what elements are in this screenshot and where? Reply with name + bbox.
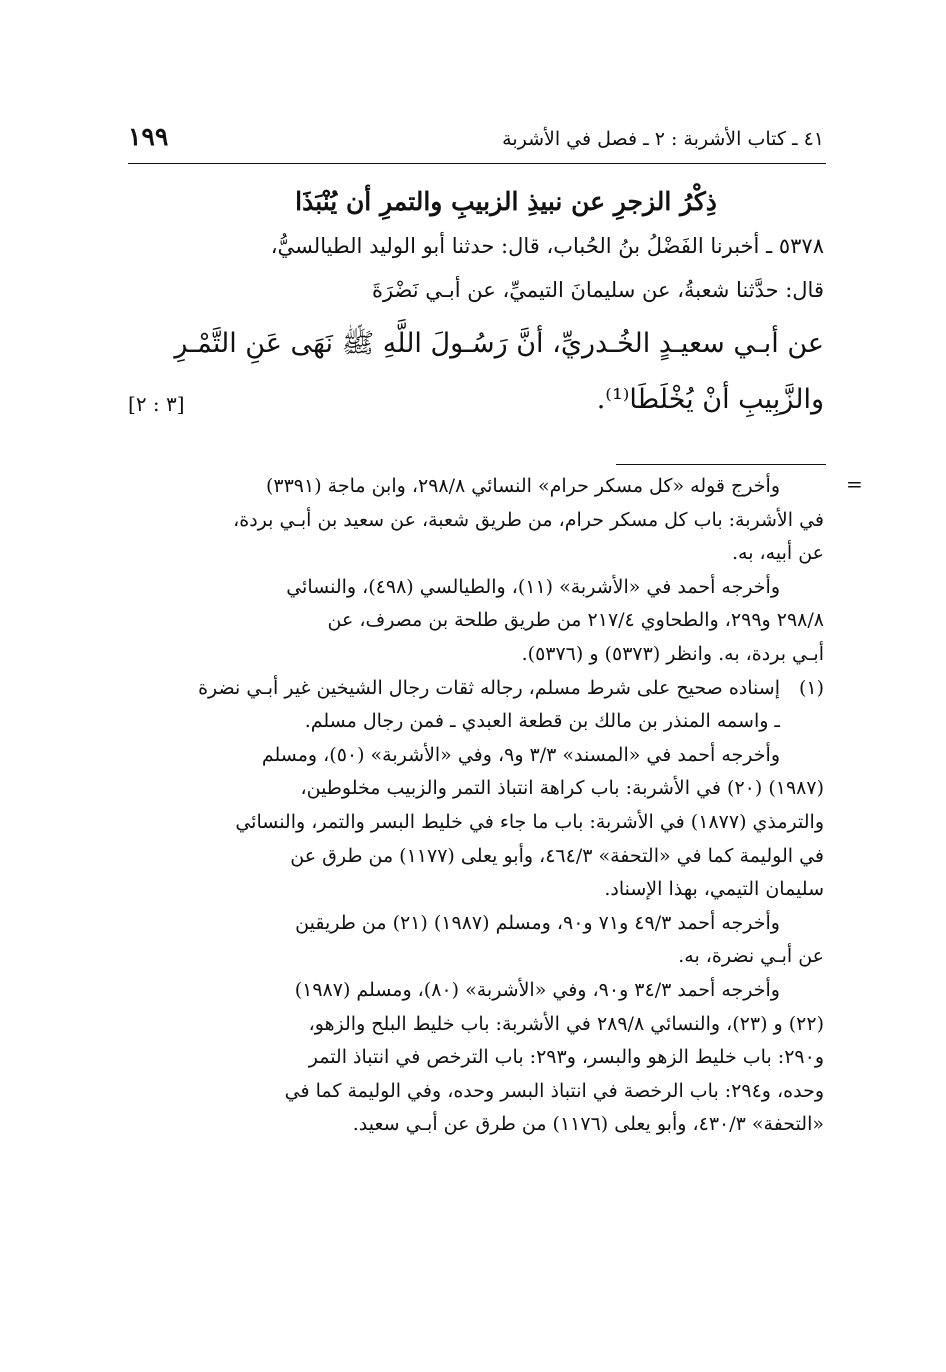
section-heading: ذِكْرُ الزجرِ عن نبيذِ الزبيبِ والتمرِ أن يُنْبَذَا <box>295 187 717 216</box>
footnote-paragraph <box>128 571 824 672</box>
footnote-line: إسناده صحيح على شرط مسلم، رجاله ثقات رجال الشيخين غير أبـي نضرة <box>198 676 780 699</box>
footnote-line: وأخرجه أحمد ٤٩/٣ و٧١ و٩٠، ومسلم (١٩٨٧) (٢١) من طريقين <box>295 911 780 934</box>
footnote-line: ـ واسمه المنذر بن مالك بن قطعة العبدي ـ فمن رجال مسلم. <box>304 710 780 733</box>
footnote-line: (١٩٨٧) (٢٠) في الأشربة: باب كراهة انتباذ التمر والزبيب مخلوطين، <box>300 777 824 800</box>
footnote-line: وأخرج قوله «كل مسكر حرام» النسائي ٢٩٨/٨، وابن ماجة (٣٣٩١) <box>265 475 780 497</box>
footnote-paragraph <box>128 974 824 1142</box>
footnote-line: والترمذي (١٨٧٧) في الأشربة: باب ما جاء في خليط البسر والتمر، والنسائي <box>235 810 824 833</box>
footnote-1 <box>128 672 824 739</box>
hadith-matn <box>128 316 824 428</box>
header-rule <box>128 163 826 164</box>
footnote-line: في الأشربة: باب كل مسكر حرام، من طريق شعبة، عن سعيد بن أبـي بردة، <box>233 508 824 531</box>
footnote-line: عن أبيه، به. <box>731 542 824 565</box>
isnad-line-1: ٥٣٧٨ ـ أخبرنا الفَضْلُ بنُ الحُباب، قال: حدثنا أبو الوليد الطيالسيُّ، <box>270 234 824 258</box>
footnote-line: ٢٩٨/٨ و٢٩٩، والطحاوي ٢١٧/٤ من طريق طلحة بن مصرف، عن <box>327 609 824 632</box>
footnote-line: و٢٩٠: باب خليط الزهو والبسر، و٢٩٣: باب الترخص في انتباذ التمر <box>308 1046 824 1069</box>
matn-line-2 <box>128 372 824 428</box>
footnote-line: وحده، و٢٩٤: باب الرخصة في انتباذ البسر وحده، وفي الوليمة كما في <box>284 1079 824 1102</box>
footnote-line: وأخرجه أحمد في «المسند» ٣/٣ و٩، وفي «الأشربة» (٥٠)، ومسلم <box>261 743 780 766</box>
footnote-line: في الوليمة كما في «التحفة» ٤٦٤/٣، وأبو يعلى (١١٧٧) من طرق عن <box>290 844 824 867</box>
footnote-line: وأخرجه أحمد ٣٤/٣ و٩٠، وفي «الأشربة» (٨٠)، ومسلم (١٩٨٧) <box>294 978 780 1001</box>
footnote-paragraph <box>128 739 824 907</box>
main-text <box>128 180 824 428</box>
footnote-line: «التحفة» ٤٣٠/٣، وأبو يعلى (١١٧٦) من طرق عن أبـي سعيد. <box>352 1113 824 1136</box>
page-number: ١٩٩ <box>128 122 169 151</box>
matn-line-1: عن أبـي سعيـدٍ الخُـدريِّ، أنَّ رَسُـولَ اللَّهِ ﷺ نَهَى عَنِ التَّمْـرِ <box>174 328 824 359</box>
footnote-line: وأخرجه أحمد في «الأشربة» (١١)، والطيالسي (٤٩٨)، والنسائي <box>286 575 780 598</box>
footnote-paragraph <box>128 907 824 974</box>
running-header <box>128 122 824 158</box>
footnotes <box>128 470 824 1142</box>
footnote-line: عن أبـي نضرة، به. <box>678 945 824 968</box>
footnote-rule <box>616 464 826 465</box>
footnote-paragraph <box>128 470 824 571</box>
continuation-mark: = <box>846 472 863 496</box>
footnote-line: أبـي بردة، به. وانظر (٥٣٧٣) و (٥٣٧٦). <box>521 642 824 665</box>
footnote-line: سليمان التيمي، بهذا الإسناد. <box>604 878 824 901</box>
matn-line-2-text: والزَّبِيبِ أنْ يُخْلَطَا⁽¹⁾. <box>596 384 824 415</box>
footnote-line: (٢٢) و (٢٣)، والنسائي ٢٨٩/٨ في الأشربة: باب خليط البلح والزهو، <box>308 1012 824 1035</box>
footnote-number: (١) <box>798 676 824 699</box>
running-title: ٤١ ـ كتاب الأشربة : ٢ ـ فصل في الأشربة <box>502 128 824 150</box>
reference-tag: [٣ : ٢] <box>128 392 185 416</box>
isnad-line-2: قال: حدَّثنا شعبةُ، عن سليمانَ التيميِّ، عن أبـي نَضْرَةَ <box>371 278 824 302</box>
